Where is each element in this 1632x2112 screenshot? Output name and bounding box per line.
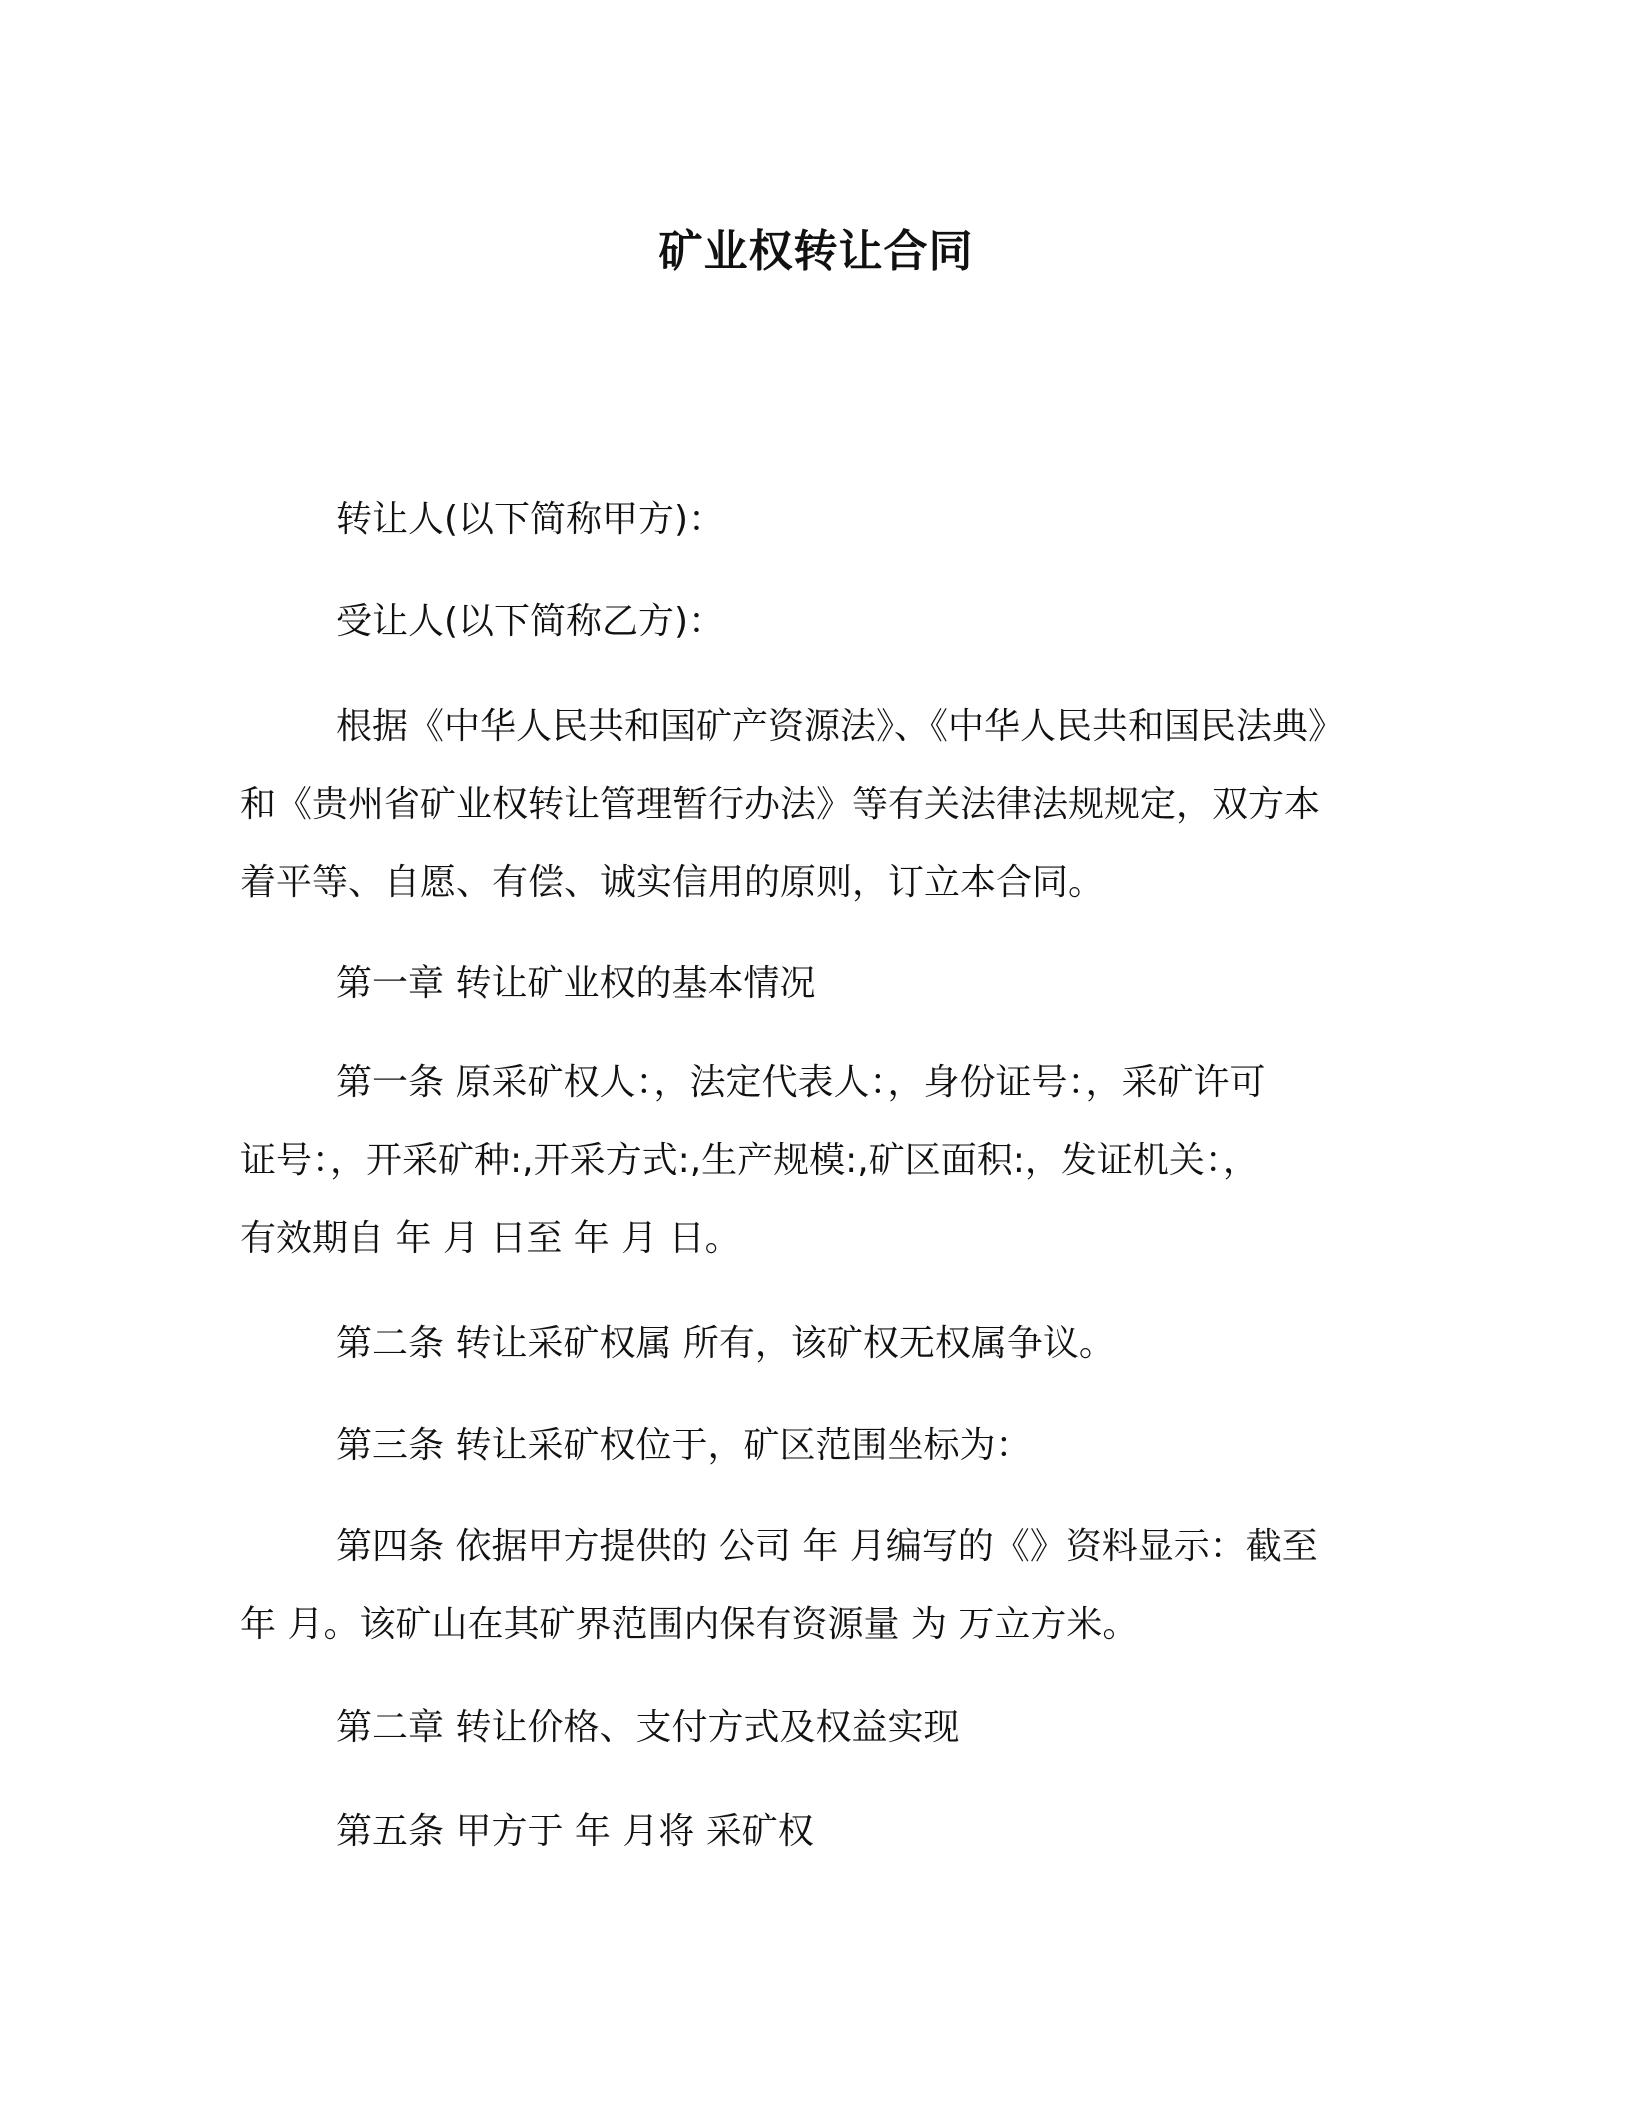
article-1-line: 第一条 原采矿权人：，法定代表人：，身份证号：，采矿许可 (336, 1062, 1266, 1103)
preamble-line: 着平等、自愿、有偿、诚实信用的原则，订立本合同。 (240, 862, 1105, 903)
article-1-line: 证号：，开采矿种:,开采方式:,生产规模:,矿区面积:，发证机关：， (240, 1140, 1259, 1181)
transferee-line: 受让人(以下简称乙方)： (336, 601, 725, 642)
preamble-line: 根据《中华人民共和国矿产资源法》、《中华人民共和国民法典》 (336, 706, 1345, 747)
transferor-line: 转让人(以下简称甲方)： (336, 499, 725, 540)
preamble-line: 和《贵州省矿业权转让管理暂行办法》等有关法律法规规定，双方本 (240, 784, 1321, 825)
article-4-paragraph (240, 1508, 1400, 1664)
article-4-line: 年 月。该矿山在其矿界范围内保有资源量 为 万立方米。 (240, 1604, 1139, 1645)
article-1-paragraph (240, 1044, 1400, 1278)
article-5-paragraph: 第五条 甲方于 年 月将 采矿权 (336, 1811, 814, 1852)
article-3-paragraph: 第三条 转让采矿权位于，矿区范围坐标为： (336, 1425, 1032, 1466)
chapter-2-heading: 第二章 转让价格、支付方式及权益实现 (336, 1707, 960, 1748)
chapter-1-heading: 第一章 转让矿业权的基本情况 (336, 963, 816, 1004)
article-1-line: 有效期自 年 月 日至 年 月 日。 (240, 1218, 741, 1259)
document-title: 矿业权转让合同 (658, 226, 974, 277)
article-4-line: 第四条 依据甲方提供的 公司 年 月编写的《》资料显示：截至 (336, 1526, 1318, 1567)
article-2-paragraph: 第二条 转让采矿权属 所有，该矿权无权属争议。 (336, 1323, 1115, 1364)
preamble-paragraph (240, 688, 1400, 922)
